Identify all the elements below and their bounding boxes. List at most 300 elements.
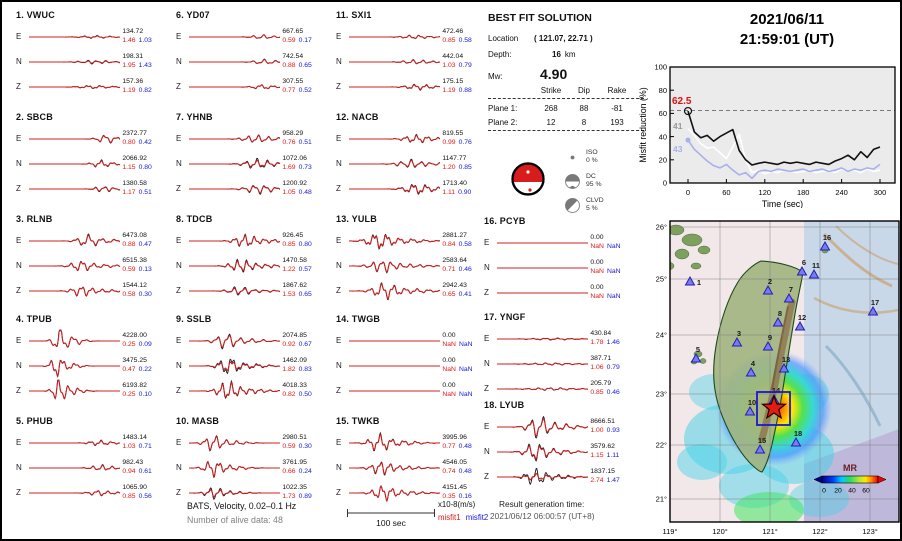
misfit1-value: 0.85 [590,388,604,396]
channel-values [280,180,334,198]
channel-label: N [336,261,342,270]
channel-row [484,280,642,305]
amplitude-value: 4018.33 [282,381,307,389]
misfit1-value: 1.15 [122,163,136,171]
station-block [176,214,334,303]
station-number-label: 17 [870,298,880,307]
mr-colorbar [814,476,886,483]
waveform-trace [349,24,440,49]
svg-text:40: 40 [658,132,667,142]
channel-row [176,176,334,201]
channel-values [440,180,494,198]
misfit1-value: 0.35 [442,492,456,500]
station-block [176,416,334,505]
channel-label: E [16,32,22,41]
channel-label: E [336,438,342,447]
misfit1-value: 1.03 [122,442,136,450]
amplitude-value: 1867.62 [282,281,307,289]
misfit1-value: 0.85 [442,36,456,44]
misfit2-value: 0.48 [458,467,472,475]
channel-values [120,459,174,477]
alive-data-count: Number of alive data: 48 [187,515,283,525]
channel-row [484,326,642,351]
misfit2-value: 0.51 [138,188,152,196]
channel-label: Z [336,386,341,395]
waveform-trace [189,151,280,176]
misfit-reduction-chart [636,56,902,208]
channel-label: E [484,334,490,343]
svg-text:MR: MR [843,463,857,473]
station-number-label: 9 [767,333,773,342]
station-block [336,314,494,403]
waveform-trace [349,151,440,176]
misfit2-value: 1.03 [138,36,152,44]
amplitude-value: 667.65 [282,27,304,35]
waveform-trace [349,278,440,303]
svg-text:0: 0 [822,487,826,495]
channel-label: N [176,361,182,370]
misfit1-value: 1.46 [122,36,136,44]
misfit1-legend: misfit1 [438,513,461,522]
waveform-trace [349,430,440,455]
channel-values [440,155,494,173]
misfit2-value: 0.48 [458,442,472,450]
channel-label: N [484,263,490,272]
location-label: Location [488,34,519,43]
dc-label: DC [586,172,596,180]
channel-values [280,257,334,275]
amplitude-value: 6515.38 [122,256,147,264]
misfit1-value: NaN [442,365,456,373]
amplitude-value: 6473.08 [122,231,147,239]
amplitude-value: 1022.35 [282,483,307,491]
amplitude-value: 0.00 [442,381,456,389]
mw-label: Mw: [488,72,503,81]
channel-row [336,24,494,49]
time-scale-bar [347,508,435,518]
misfit1-value: 1.11 [442,188,456,196]
waveform-trace [29,378,120,403]
channel-label: N [176,159,182,168]
plane1-label: Plane 1: [488,104,518,113]
channel-row [336,378,494,403]
waveform-trace [189,378,280,403]
depth-value: 16 [552,50,561,59]
misfit2-value: 0.42 [138,138,152,146]
best-misfit-label: 62.5 [672,96,692,107]
amplitude-value: 8666.51 [590,417,615,425]
station-number-label: 13 [781,355,791,364]
amplitude-value: 1147.77 [442,154,467,162]
channel-label: N [16,159,22,168]
amplitude-value: 2942.43 [442,281,467,289]
channel-row [176,228,334,253]
event-datetime [674,10,900,51]
misfit1-value: 0.80 [122,138,136,146]
amplitude-value: 4546.05 [442,458,467,466]
misfit2-value: 0.67 [298,340,312,348]
svg-text:180: 180 [796,188,810,197]
channel-values [440,78,494,96]
waveform-trace [189,24,280,49]
station-number-label: 8 [777,309,783,318]
clvd-row [564,194,634,216]
channel-label: N [16,57,22,66]
channel-row [176,278,334,303]
station-title: 15. TWKB [336,416,380,426]
station-block [484,400,642,489]
amplitude-value: 1544.12 [122,281,147,289]
channel-row [176,430,334,455]
misfit2-value: 0.09 [138,340,152,348]
channel-values [440,28,494,46]
waveform-trace [29,430,120,455]
clvd-pct: 5 % [586,205,598,212]
misfit1-value: 1.15 [590,451,604,459]
amplitude-value: 134.72 [122,27,144,35]
divider [488,130,644,131]
channel-values [280,155,334,173]
misfit1-value: 0.88 [122,240,136,248]
channel-label: Z [16,82,21,91]
misfit2-value: 0.79 [458,61,472,69]
amplitude-value: 1065.90 [122,483,147,491]
col-dip: Dip [577,86,590,95]
amplitude-value: 387.71 [590,354,612,362]
waveform-trace [29,126,120,151]
y-axis-label: Misfit reduction (%) [638,87,648,163]
station-number-label: 3 [736,329,742,338]
channel-label: Z [336,488,341,497]
channel-label: E [484,238,490,247]
plane2-strike: 12 [546,118,556,127]
misfit2-value: 0.80 [138,163,152,171]
misfit2-value: 1.11 [606,451,620,459]
channel-values [440,130,494,148]
channel-label: E [16,438,22,447]
waveform-trace [29,24,120,49]
channel-label: E [16,236,22,245]
channel-label: N [16,261,22,270]
channel-row [16,151,174,176]
channel-row [484,439,642,464]
misfit2-value: 0.46 [458,265,472,273]
amplitude-value: 3579.62 [590,442,615,450]
svg-text:26°: 26° [655,222,667,232]
amplitude-value: 1483.14 [122,433,147,441]
station-number-label: 10 [747,398,757,407]
station-number-label: 2 [767,277,773,286]
channel-values [280,332,334,350]
channel-values [588,355,642,373]
channel-label: Z [336,286,341,295]
channel-row [16,49,174,74]
misfit1-value: 0.99 [442,138,456,146]
misfit1-value: NaN [442,390,456,398]
channel-row [484,255,642,280]
channel-values [120,78,174,96]
channel-row [336,278,494,303]
focal-mechanism-beachball-icon [507,159,549,201]
amplitude-value: 1713.40 [442,179,467,187]
misfit-reduction-map [654,214,902,541]
channel-row [336,430,494,455]
station-block [16,10,174,99]
channel-label: E [176,32,182,41]
station-block [16,112,174,201]
channel-row [176,353,334,378]
misfit2-value: 0.65 [298,290,312,298]
amplitude-value: 4228.00 [122,331,147,339]
misfit1-value: NaN [590,267,604,275]
misfit2-value: 0.10 [138,390,152,398]
channel-label: Z [336,184,341,193]
channel-row [16,24,174,49]
plane1-row [488,104,644,113]
station-title: 12. NACB [336,112,379,122]
channel-row [16,430,174,455]
misfit2-value: 0.76 [458,138,472,146]
channel-label: N [336,57,342,66]
misfit2-value: 0.80 [298,240,312,248]
waveform-trace [189,74,280,99]
misfit2-value: NaN [458,340,473,348]
station-number-label: 18 [793,429,803,438]
amplitude-value: 6193.82 [122,381,147,389]
channel-label: Z [16,488,21,497]
waveform-trace [497,439,588,464]
channel-row [336,126,494,151]
waveform-trace [349,378,440,403]
channel-values [588,418,642,436]
misfit2-value: 0.58 [458,36,472,44]
channel-values [588,259,642,277]
event-time: 21:59:01 (UT) [739,31,835,49]
result-generation-value: 2021/06/12 06:00:57 (UT+8) [490,511,595,521]
col-strike: Strike [540,86,562,95]
channel-row [16,455,174,480]
channel-label: E [176,236,182,245]
channel-values [120,382,174,400]
filter-info: BATS, Velocity, 0.02–0.1 Hz [187,501,297,511]
amplitude-value: 0.00 [590,233,604,241]
misfit1-value: 1.78 [590,338,604,346]
misfit2-value: 0.65 [298,61,312,69]
svg-text:40: 40 [848,487,856,495]
label-43: 43 [673,144,683,154]
svg-text:240: 240 [835,188,848,197]
channel-label: E [176,438,182,447]
channel-row [484,376,642,401]
channel-values [280,484,334,502]
misfit1-value: 0.59 [282,36,296,44]
station-number-label: 5 [695,345,701,354]
station-number-label: 15 [757,436,767,445]
waveform-trace [29,253,120,278]
channel-values [280,232,334,250]
misfit1-value: 1.73 [282,492,296,500]
amplitude-value: 3761.95 [282,458,307,466]
station-block [176,112,334,201]
misfit1-value: 1.03 [442,61,456,69]
channel-label: E [16,134,22,143]
amplitude-value: 2980.51 [282,433,307,441]
station-number-label: 16 [822,233,832,242]
misfit2-value: 0.88 [458,86,472,94]
svg-text:20: 20 [658,155,667,165]
channel-values [588,284,642,302]
misfit2-value: 0.73 [298,163,312,171]
misfit2-value: NaN [606,242,621,250]
station-block [16,214,174,303]
waveform-trace [189,455,280,480]
svg-text:120: 120 [758,188,772,197]
waveform-trace [29,328,120,353]
channel-values [280,382,334,400]
channel-row [336,328,494,353]
waveform-trace [189,278,280,303]
waveform-trace [189,126,280,151]
misfit2-value: 0.13 [138,265,152,273]
misfit2-value: 0.61 [138,467,152,475]
misfit2-value: 0.30 [138,290,152,298]
waveform-trace [497,414,588,439]
channel-values [588,380,642,398]
svg-text:120°: 120° [712,527,728,536]
amplitude-value: 2583.64 [442,256,467,264]
station-block [336,112,494,201]
amplitude-value: 1470.58 [282,256,307,264]
channel-row [176,378,334,403]
iso-icon [564,149,581,166]
misfit1-value: 0.76 [282,138,296,146]
waveform-trace [189,353,280,378]
misfit2-value: 0.16 [458,492,472,500]
station-number-label: 7 [788,285,794,294]
channel-label: Z [484,384,489,393]
amplitude-value: 819.55 [442,129,464,137]
panel-title: BEST FIT SOLUTION [488,12,592,24]
station-block [16,314,174,403]
misfit2-value: 0.85 [458,163,472,171]
amplitude-value: 1837.15 [590,467,615,475]
misfit1-value: 0.58 [122,290,136,298]
channel-label: Z [484,288,489,297]
misfit2-value: 0.22 [138,365,152,373]
misfit1-value: 0.84 [442,240,456,248]
channel-label: N [336,463,342,472]
misfit2-value: 0.71 [138,442,152,450]
misfit1-value: 1.53 [282,290,296,298]
misfit2-value: 0.52 [298,86,312,94]
misfit2-value: 0.17 [298,36,312,44]
waveform-trace [349,74,440,99]
misfit1-value: 0.47 [122,365,136,373]
channel-label: Z [336,82,341,91]
depth-unit: km [564,50,576,59]
station-number-label: 6 [801,258,807,267]
misfit1-value: 0.74 [442,467,456,475]
channel-row [176,74,334,99]
misfit2-value: 0.30 [298,442,312,450]
svg-text:20: 20 [834,487,842,495]
channel-row [484,414,642,439]
svg-text:60: 60 [658,109,667,119]
channel-row [176,49,334,74]
plane2-label: Plane 2: [488,118,518,127]
waveform-trace [497,376,588,401]
dc-pct: 95 % [586,181,602,188]
misfit1-value: NaN [590,292,604,300]
station-title: 13. YULB [336,214,377,224]
amplitude-value: 307.55 [282,77,304,85]
station-title: 11. SXI1 [336,10,372,20]
channel-row [336,228,494,253]
depth-label: Depth: [488,50,512,59]
station-title: 6. YD07 [176,10,210,20]
amplitude-value: 2074.85 [282,331,307,339]
channel-values [280,434,334,452]
amplitude-value: 205.79 [590,379,612,387]
channel-values [588,330,642,348]
station-title: 9. SSLB [176,314,212,324]
channel-row [16,176,174,201]
svg-text:0: 0 [685,188,691,197]
amplitude-value: 0.00 [590,283,604,291]
channel-row [484,230,642,255]
misfit2-value: NaN [606,267,621,275]
misfit1-value: 0.85 [282,240,296,248]
channel-label: E [336,236,342,245]
channel-row [484,464,642,489]
misfit2-value: NaN [458,365,473,373]
plane2-rake: 193 [610,118,624,127]
channel-row [336,353,494,378]
channel-label: N [16,463,22,472]
channel-values [280,357,334,375]
channel-values [588,468,642,486]
waveform-trace [29,49,120,74]
amplitude-value: 2066.92 [122,154,147,162]
misfit1-value: 0.88 [282,61,296,69]
channel-label: N [176,57,182,66]
amplitude-value: 442.04 [442,52,464,60]
waveform-trace [497,351,588,376]
amplitude-value: 0.00 [590,258,604,266]
channel-values [120,332,174,350]
misfit1-value: 2.74 [590,476,604,484]
waveform-trace [189,430,280,455]
channel-label: N [16,361,22,370]
channel-row [336,74,494,99]
channel-values [280,28,334,46]
channel-row [16,74,174,99]
misfit1-value: 1.22 [282,265,296,273]
channel-label: E [484,422,490,431]
amplitude-value: 4151.45 [442,483,467,491]
waveform-trace [349,253,440,278]
station-title: 16. PCYB [484,216,526,226]
channel-values [120,180,174,198]
station-block [176,10,334,99]
waveform-trace [349,126,440,151]
channel-row [336,176,494,201]
channel-label: E [336,32,342,41]
station-number-label: 1 [696,278,702,287]
channel-row [176,253,334,278]
misfit1-value: 1.06 [590,363,604,371]
channel-label: N [176,261,182,270]
